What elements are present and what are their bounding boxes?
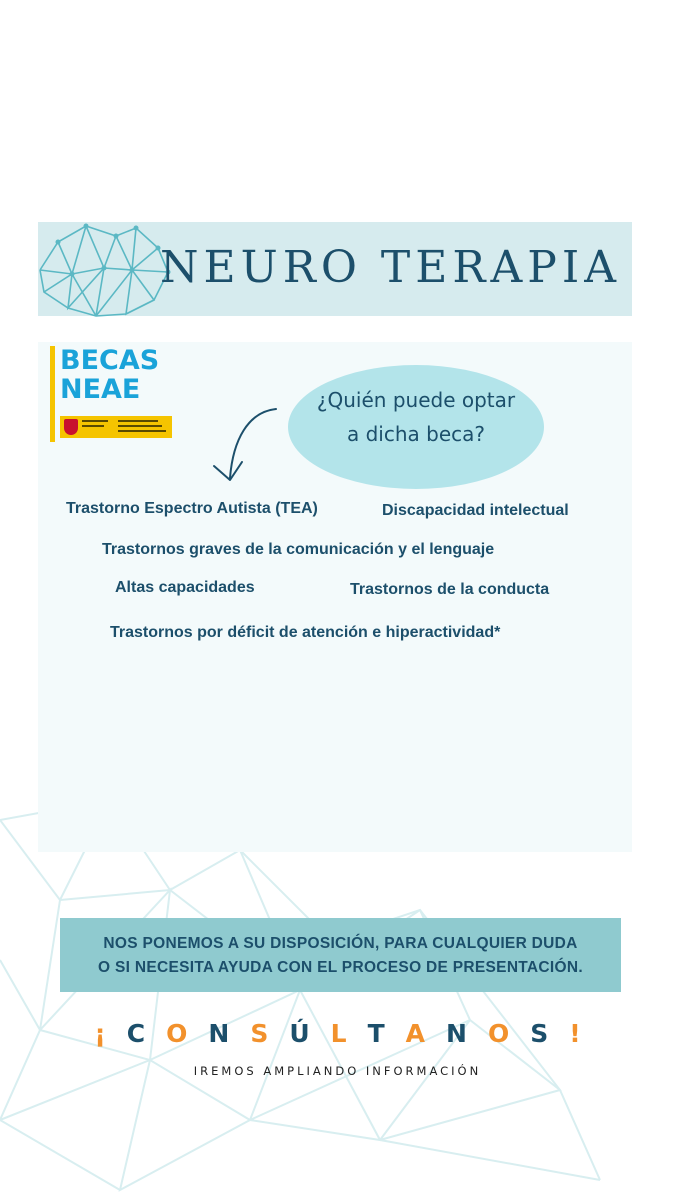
footer-note: IREMOS AMPLIANDO INFORMACIÓN — [193, 1064, 482, 1078]
cta-letter: O — [166, 1019, 209, 1048]
logo-accent-bar — [50, 346, 55, 442]
info-line-1: NOS PONEMOS A SU DISPOSICIÓN, PARA CUALQUIER DUDA — [103, 935, 578, 952]
cta-letter: N — [446, 1019, 488, 1048]
becas-logo-text — [60, 346, 159, 404]
page-title: NEURO TERAPIA — [160, 242, 622, 293]
category-intellectual-disability: Discapacidad intelectual — [382, 502, 569, 519]
brain-network-logo — [36, 220, 176, 320]
cta-consultanos — [0, 1014, 675, 1054]
cta-letter: S — [250, 1019, 290, 1048]
category-conduct-disorders: Trastornos de la conducta — [350, 581, 550, 598]
question-line-2: a dicha beca? — [346, 422, 486, 446]
cta-letter: T — [367, 1019, 406, 1048]
category-tea: Trastorno Espectro Autista (TEA) — [66, 500, 318, 517]
info-banner — [60, 918, 621, 992]
cta-letter: A — [405, 1019, 447, 1048]
info-line-2: O SI NECESITA AYUDA CON EL PROCESO DE PRESENTACIÓN. — [98, 959, 583, 976]
cta-letter: L — [330, 1019, 368, 1048]
cta-letter: O — [487, 1019, 531, 1048]
category-adhd: Trastornos por déficit de atención e hiperactividad* — [110, 624, 501, 641]
cta-letter: S — [530, 1019, 570, 1048]
cta-letter: ! — [569, 1019, 581, 1048]
government-ministry-logo — [60, 416, 172, 438]
cta-letter: N — [208, 1019, 251, 1048]
cta-letter: C — [126, 1019, 167, 1048]
becas-logo-line-2: NEAE — [60, 374, 141, 405]
coat-of-arms-icon — [64, 419, 78, 435]
curved-arrow-icon — [200, 400, 290, 490]
cta-letter: Ú — [289, 1019, 331, 1048]
cta-letter: ¡ — [94, 1019, 127, 1048]
becas-logo-line-1: BECAS — [60, 345, 160, 376]
becas-neae-logo — [50, 346, 176, 442]
question-text — [292, 383, 540, 451]
category-communication-disorders: Trastornos graves de la comunicación y el lenguaje — [102, 541, 495, 558]
question-line-1: ¿Quién puede optar — [316, 388, 516, 412]
category-high-abilities: Altas capacidades — [115, 579, 255, 596]
